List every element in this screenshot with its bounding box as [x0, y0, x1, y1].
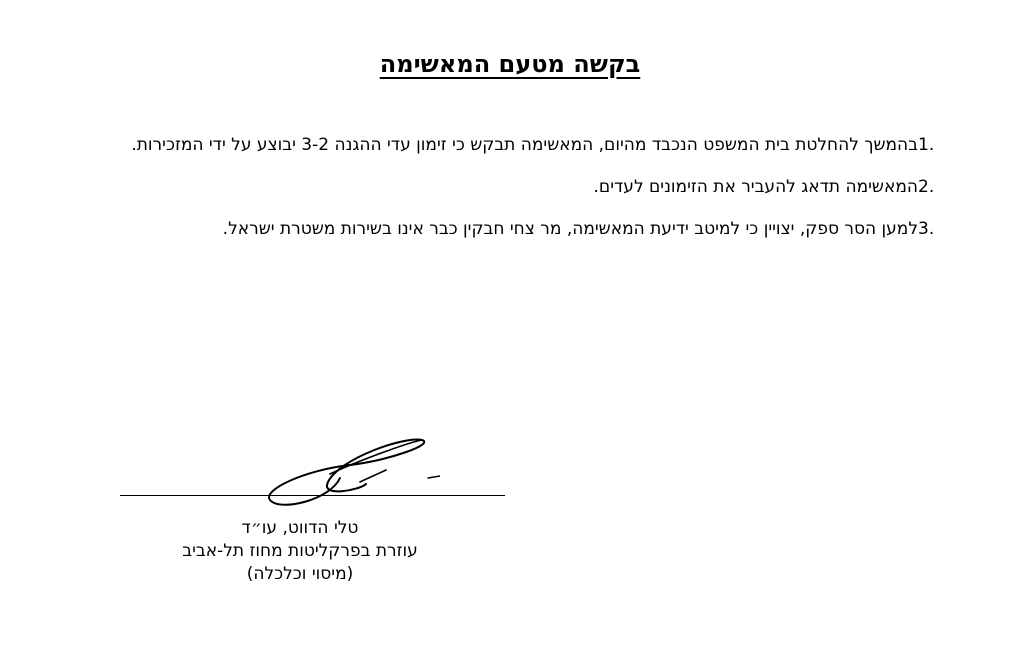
item-number: 1.	[918, 135, 935, 155]
item-text: המאשימה תדאג להעביר את הזימונים לעדים.	[593, 177, 918, 197]
item-text: למען הסר ספק, יצויין כי למיטב ידיעת המאשימה, מר צחי חבקין כבר אינו בשירות משטרת ישראל.	[222, 219, 918, 239]
item-number: 2.	[918, 177, 935, 197]
item-text: בהמשך להחלטת בית המשפט הנכבד מהיום, המאשימה תבקש כי זימון עדי ההגנה 3-2 יבוצע על ידי המזכירות.	[131, 135, 918, 155]
signer-department: (מיסוי וכלכלה)	[246, 564, 354, 584]
signer-name: טלי הדווט, עו״ד	[241, 518, 359, 538]
signature-block	[120, 430, 510, 510]
document-title: בקשה מטעם המאשימה	[379, 50, 641, 78]
signer-details	[120, 517, 480, 586]
handwritten-signature	[210, 430, 440, 510]
signature-line	[120, 495, 505, 496]
signer-role: עוזרת בפרקליטות מחוז תל-אביב	[182, 541, 418, 561]
list-item	[110, 172, 970, 202]
request-items-list	[110, 130, 970, 256]
list-item	[110, 130, 970, 160]
list-item	[110, 214, 970, 244]
item-number: 3.	[918, 219, 935, 239]
